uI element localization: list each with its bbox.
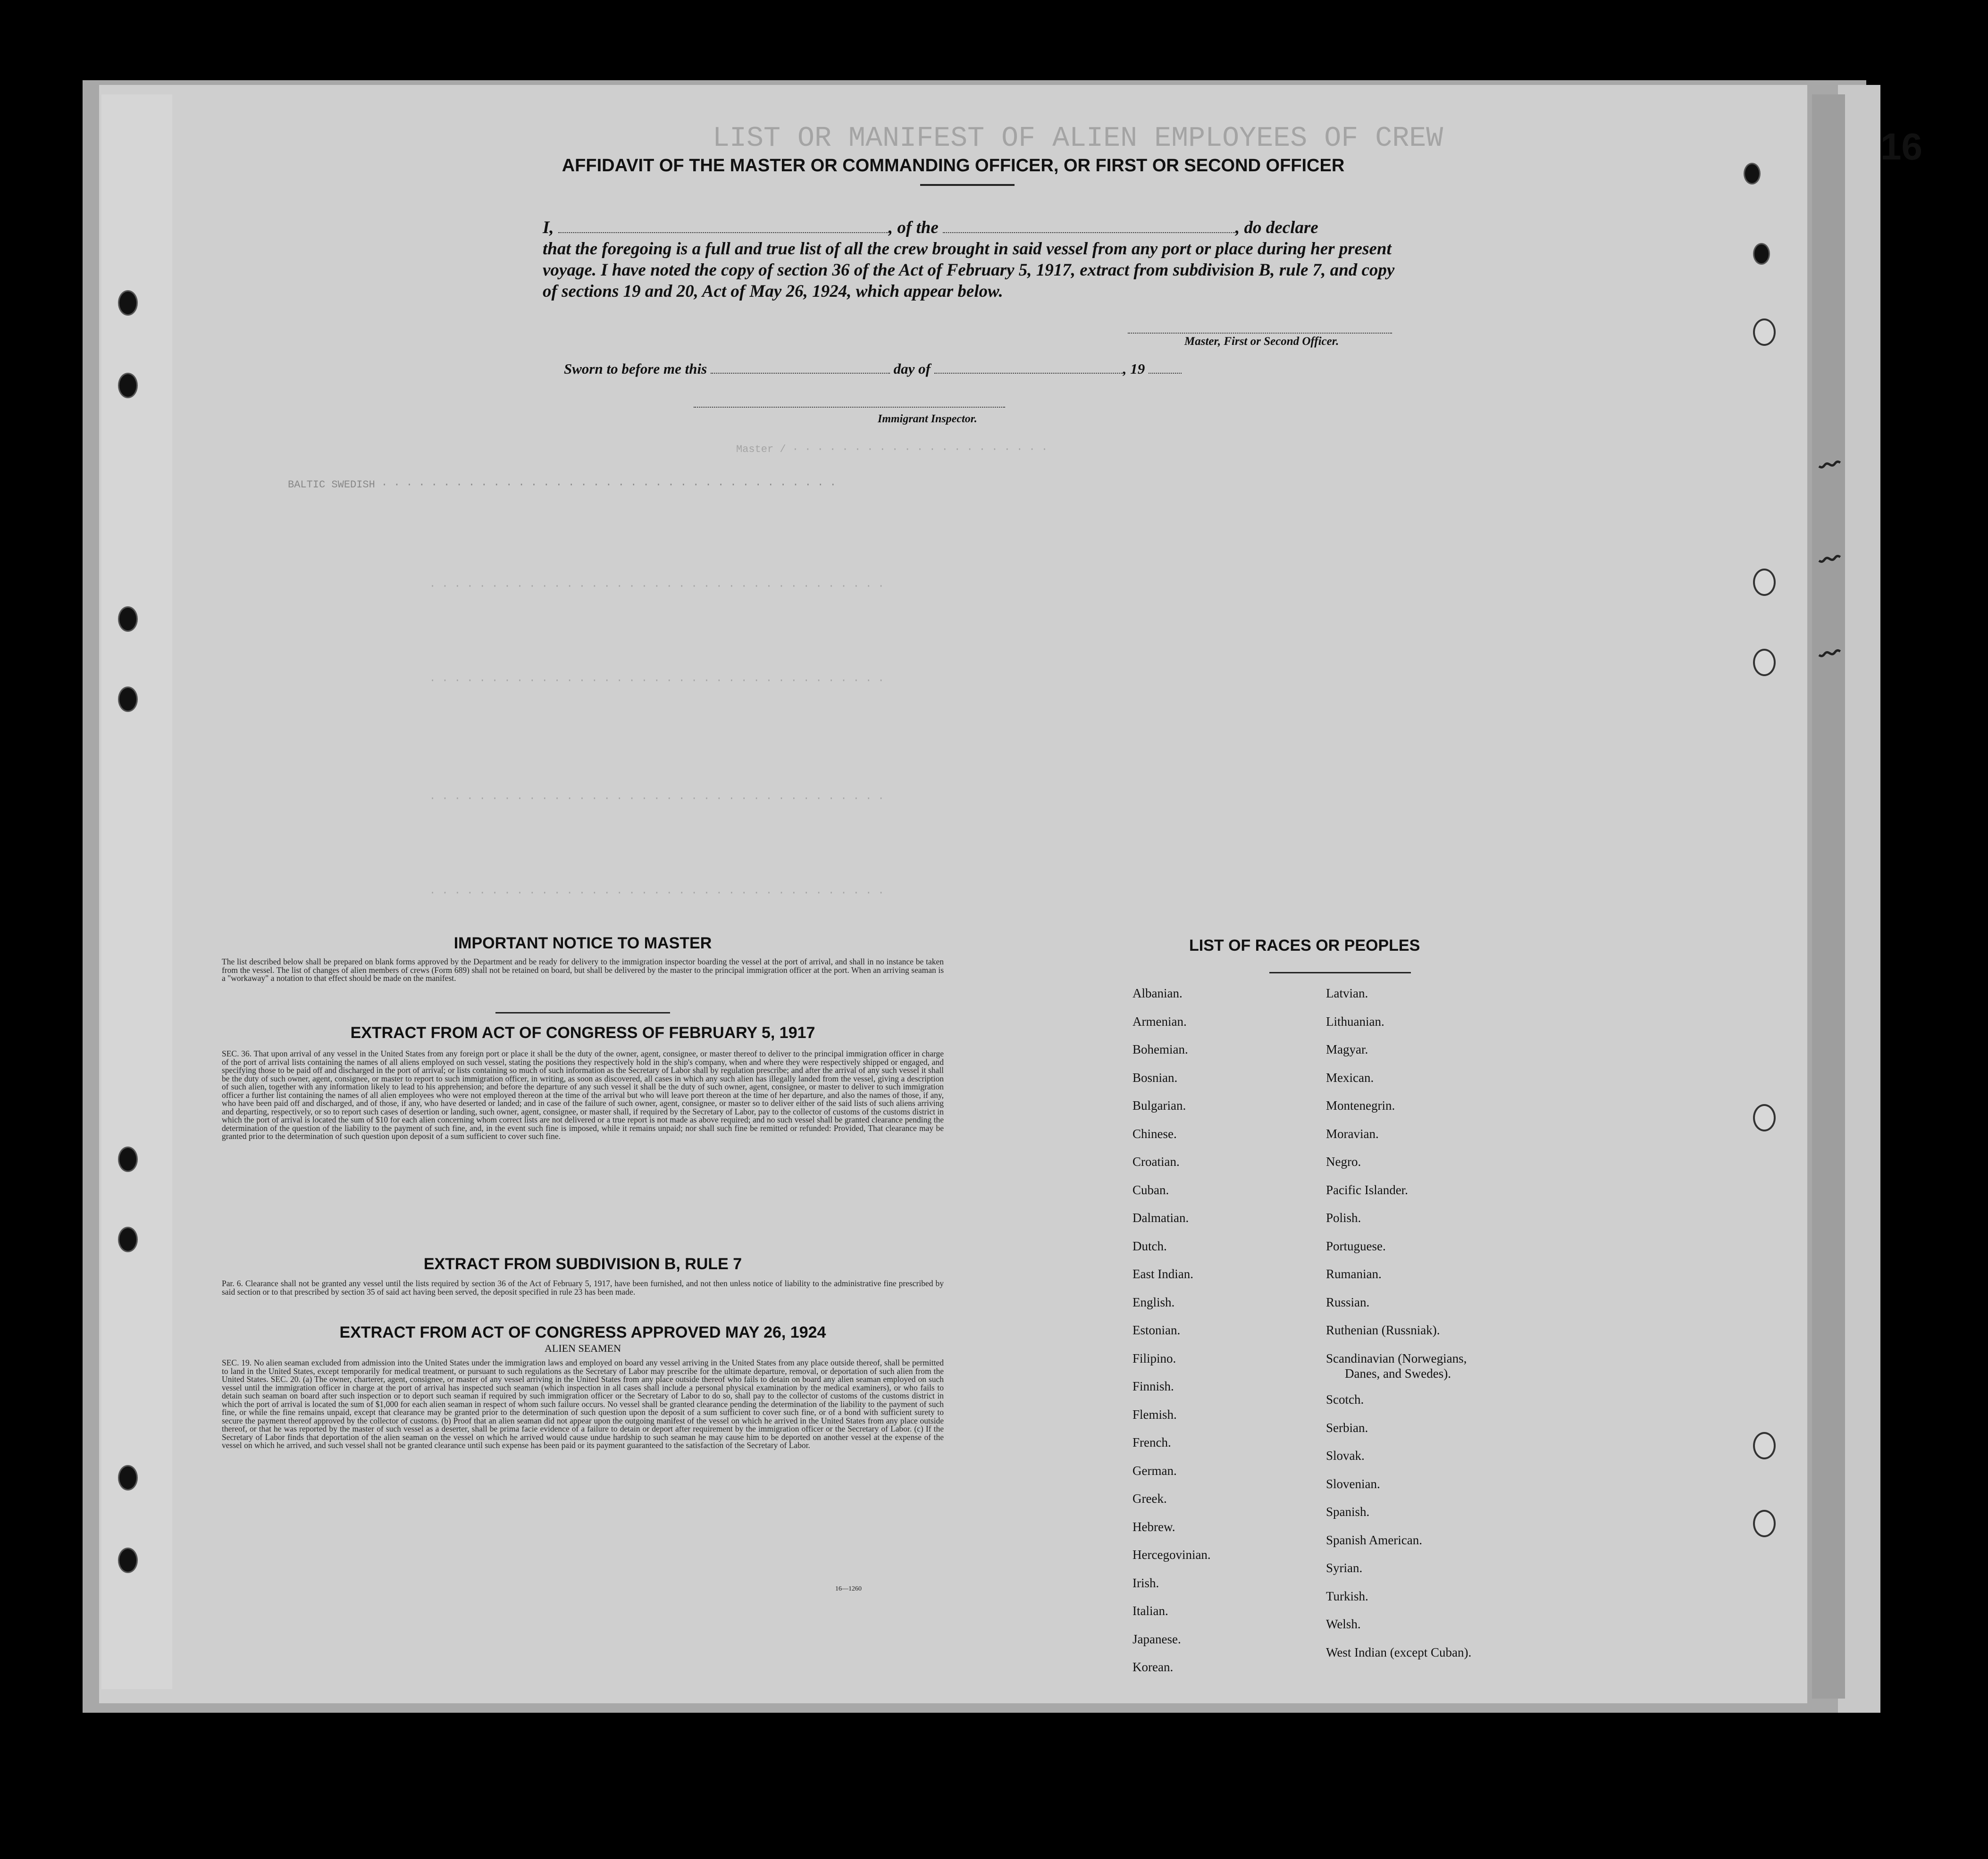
oath-line3: voyage. I have noted the copy of section 36 of the Act of February 5, 1917, extract from subdivision B, rule 7, and copy bbox=[543, 260, 1395, 280]
oath-line2: that the foregoing is a full and true list of all the crew brought in said vessel from any port or place during her present bbox=[543, 239, 1392, 259]
race-item: Cuban. bbox=[1132, 1182, 1169, 1197]
ring-hole bbox=[1753, 649, 1776, 676]
race-item: Hercegovinian. bbox=[1132, 1548, 1211, 1562]
race-item: Bulgarian. bbox=[1132, 1098, 1186, 1113]
race-item: French. bbox=[1132, 1435, 1171, 1449]
race-item: Russian. bbox=[1326, 1295, 1370, 1309]
name-blank-field[interactable] bbox=[558, 218, 889, 233]
bleed-through-text: BALTIC SWEDISH · · · · · · · · · · · · · · · · · · · · · · · · · · · · · · · · · · · · · bbox=[288, 479, 836, 491]
sworn-end: , 19 bbox=[1123, 360, 1145, 377]
ring-hole bbox=[1753, 318, 1776, 346]
bleed-through-text: LIST OR MANIFEST OF ALIEN EMPLOYEES OF CREW bbox=[713, 123, 1443, 155]
bleed-through-text: · · · · · · · · · · · · · · · · · · · · · · · · · · · · · · · · · · · · · bbox=[429, 887, 884, 899]
race-item: Turkish. bbox=[1326, 1589, 1368, 1603]
race-item: Syrian. bbox=[1326, 1561, 1363, 1575]
extract3-subtitle: ALIEN SEAMEN bbox=[545, 1342, 621, 1354]
sworn-month-blank[interactable] bbox=[934, 359, 1123, 374]
affidavit-title: AFFIDAVIT OF THE MASTER OR COMMANDING OFFICER, OR FIRST OR SECOND OFFICER bbox=[562, 156, 1345, 176]
extract3-text: SEC. 19. No alien seaman excluded from admission into the United States under the immigration laws and employed on board any vessel arriving in the United States from any place outside thereof, shall be permitted to land in the United States, except temporarily for medical treatment, or pursuant to such regulations as the Secretary of Labor may prescribe for the ultimate departure, removal, or deportation of such alien from the United States. SEC. 20. (a) The owner, charterer, agent, consignee, or master of any vessel arriving in the United States from any place outside thereof who fails to detain on board any alien seaman employed on such vessel until the immigration officer in charge at the port of arrival has inspected such seaman (which inspection in all cases shall include a personal physical examination by the medical examiners), or who fails to detain such seaman on board after such inspection or to deport such seaman if required by such immigration officer or the Secretary of Labor to do so, shall pay to the collector of customs of the customs district in which the port of arrival is located the sum of $1,000 for each alien seaman in respect of whom such failure occurs. No vessel shall be granted clearance pending the determination of the liability to the payment of such fine, or while the fine remains unpaid, except that clearance may be granted prior to the determination of such question upon the deposit of a sum sufficient to cover such fine, or of a bond with sufficient surety to secure the payment thereof approved by the collector of customs. (b) Proof that an alien seaman did not appear upon the outgoing manifest of the vessel on which he arrived in the United States from any place outside thereof, or that he was reported by the master of such vessel as a deserter, shall be prima facie evidence of a failure to detain or deport after requirement by the immigration officer or the Secretary of Labor. (c) If the Secretary of Labor finds that deportation of the alien seaman on the vessel on which he arrived would cause undue hardship to such seaman he may cause him to be deported on another vessel at the expense of the vessel on which he arrived, and such vessel shall not be granted clearance until such expense has been paid or its payment guaranteed to the satisfaction of the Secretary of Labor. bbox=[222, 1358, 944, 1450]
race-item: Montenegrin. bbox=[1326, 1098, 1395, 1113]
race-item: Korean. bbox=[1132, 1660, 1174, 1674]
notice-title: IMPORTANT NOTICE TO MASTER bbox=[453, 934, 712, 952]
race-item: Spanish. bbox=[1326, 1505, 1370, 1519]
section-divider bbox=[495, 1012, 670, 1013]
race-item: Scandinavian (Norwegians, bbox=[1326, 1351, 1467, 1365]
race-item: Filipino. bbox=[1132, 1351, 1176, 1365]
handwritten-marks: ⌇ bbox=[1811, 549, 1846, 569]
oath-line1-end: , do declare bbox=[1235, 218, 1318, 237]
oath-line1-mid: , of the bbox=[888, 218, 939, 237]
bleed-through-text: · · · · · · · · · · · · · · · · · · · · · · · · · · · · · · · · · · · · · bbox=[429, 580, 884, 592]
sworn-mid: day of bbox=[893, 360, 931, 377]
sworn-day-blank[interactable] bbox=[711, 359, 890, 374]
bleed-through-text: · · · · · · · · · · · · · · · · · · · · · · · · · · · · · · · · · · · · · bbox=[429, 675, 884, 687]
race-item: Chinese. bbox=[1132, 1126, 1177, 1141]
ring-hole bbox=[1753, 1104, 1776, 1131]
race-item: Estonian. bbox=[1132, 1323, 1181, 1337]
punch-hole bbox=[118, 687, 138, 712]
punch-hole bbox=[118, 1147, 138, 1172]
ring-hole bbox=[1753, 1432, 1776, 1459]
race-item: Spanish American. bbox=[1326, 1532, 1422, 1547]
races-underline bbox=[1269, 972, 1411, 973]
race-item: Negro. bbox=[1326, 1155, 1361, 1169]
inspector-signature-line[interactable] bbox=[694, 402, 1005, 408]
race-item: Bosnian. bbox=[1132, 1070, 1178, 1085]
race-item: Finnish. bbox=[1132, 1379, 1174, 1393]
race-item: English. bbox=[1132, 1295, 1175, 1309]
race-item: Dutch. bbox=[1132, 1239, 1167, 1253]
race-item: Dalmatian. bbox=[1132, 1211, 1189, 1225]
race-item: Serbian. bbox=[1326, 1420, 1368, 1435]
sworn-start: Sworn to before me this bbox=[564, 360, 707, 377]
punch-hole bbox=[118, 1548, 138, 1573]
race-item: Armenian. bbox=[1132, 1014, 1187, 1029]
title-underline bbox=[920, 184, 1015, 186]
race-item: Bohemian. bbox=[1132, 1042, 1188, 1056]
punch-hole bbox=[118, 1227, 138, 1252]
punch-hole bbox=[1744, 163, 1761, 184]
race-item: German. bbox=[1132, 1463, 1177, 1478]
extract1-text: SEC. 36. That upon arrival of any vessel in the United States from any foreign port or place it shall be the duty of the owner, agent, consignee, or master thereof to deliver to the principal immigration officer in charge of the port of arrival lists containing the names of all aliens employed on such vessel, stating the positions they respectively hold in the ship's company, when and where they were respectively shipped or engaged, and specifying those to be paid off and discharged in the port of arrival; or lists containing so much of such information as the Secretary of Labor shall by regulation prescribe; and after the arrival of any such vessel it shall be the duty of such owner, agent, consignee, or master to report to such immigration officer, in writing, as soon as discovered, all cases in which any such alien has illegally landed from the vessel, giving a description of such alien, together with any information likely to lead to his apprehension; and before the departure of any such vessel it shall be the duty of such owner, agent, consignee, or master to deliver to such immigration officer a further list containing the names of all alien employees who were not employed thereon at the time of the arrival but who will leave port thereon at the time of her departure, and also the names of those, if any, who have been paid off and discharged, and of those, if any, who have deserted or landed; and in case of the failure of such owner, agent, consignee, or master so to deliver either of the said lists of such aliens arriving and departing, respectively, or so to report such cases of desertion or landing, such owner, agent, consignee, or master shall, if required by the Secretary of Labor, pay to the collector of customs of the customs district in which the port of arrival is located the sum of $10 for each alien concerning whom correct lists are not delivered or a true report is not made as above required; and no such vessel shall be granted clearance pending the determination of the question of the liability to the payment of such fine, and, in the event such fine is imposed, while it remains unpaid; nor shall such fine be remitted or refunded: Provided, That clearance may be granted prior to the determination of such question upon deposit of a sum sufficient to cover such fine. bbox=[222, 1049, 944, 1141]
race-item: Albanian. bbox=[1132, 986, 1183, 1000]
bleed-through-text: Master / · · · · · · · · · · · · · · · · · · · · · bbox=[736, 444, 1048, 455]
punch-hole bbox=[118, 1465, 138, 1491]
race-item: Italian. bbox=[1132, 1604, 1168, 1618]
race-item: Lithuanian. bbox=[1326, 1014, 1384, 1029]
punch-hole bbox=[118, 606, 138, 632]
extract3-title: EXTRACT FROM ACT OF CONGRESS APPROVED MAY 26, 1924 bbox=[339, 1323, 826, 1341]
master-signature-label: Master, First or Second Officer. bbox=[1184, 335, 1339, 348]
race-item: Rumanian. bbox=[1326, 1267, 1382, 1281]
races-title: LIST OF RACES OR PEOPLES bbox=[1189, 937, 1420, 955]
binding-strip bbox=[101, 94, 172, 1689]
punch-hole bbox=[118, 373, 138, 398]
race-item: Magyar. bbox=[1326, 1042, 1368, 1056]
race-item: Flemish. bbox=[1132, 1407, 1177, 1422]
ring-hole bbox=[1753, 569, 1776, 596]
race-item: Pacific Islander. bbox=[1326, 1182, 1408, 1197]
extract1-title: EXTRACT FROM ACT OF CONGRESS OF FEBRUARY 5, 1917 bbox=[350, 1024, 815, 1042]
race-item: Japanese. bbox=[1132, 1632, 1181, 1646]
race-item: Irish. bbox=[1132, 1575, 1159, 1590]
race-item: Croatian. bbox=[1132, 1155, 1180, 1169]
race-item: Slovak. bbox=[1326, 1449, 1365, 1463]
race-item: Latvian. bbox=[1326, 986, 1368, 1000]
race-item: Slovenian. bbox=[1326, 1476, 1380, 1491]
oath-line1-start: I, bbox=[543, 218, 554, 237]
race-item: Danes, and Swedes). bbox=[1345, 1366, 1451, 1381]
race-item: East Indian. bbox=[1132, 1267, 1193, 1281]
race-item: Mexican. bbox=[1326, 1070, 1374, 1085]
punch-hole bbox=[1753, 243, 1770, 265]
race-item: West Indian (except Cuban). bbox=[1326, 1645, 1472, 1659]
race-item: Polish. bbox=[1326, 1211, 1361, 1225]
bleed-through-text: · · · · · · · · · · · · · · · · · · · · · · · · · · · · · · · · · · · · · bbox=[429, 793, 884, 804]
punch-hole bbox=[118, 290, 138, 316]
handwritten-marks: ⌇ bbox=[1811, 455, 1846, 475]
inspector-label: Immigrant Inspector. bbox=[878, 413, 977, 425]
oath-paragraph bbox=[543, 217, 1534, 302]
ring-hole bbox=[1753, 1510, 1776, 1537]
underlying-page-edge-dark bbox=[1812, 94, 1845, 1699]
master-signature-line[interactable] bbox=[1128, 328, 1392, 334]
oath-line4: of sections 19 and 20, Act of May 26, 1924, which appear below. bbox=[543, 282, 1003, 301]
race-item: Moravian. bbox=[1326, 1126, 1379, 1141]
handwritten-marks: ⌇ bbox=[1811, 644, 1846, 663]
vessel-blank-field[interactable] bbox=[943, 218, 1235, 233]
affidavit-sheet bbox=[99, 85, 1807, 1703]
page-number: 16 bbox=[1880, 126, 1922, 167]
race-item: Welsh. bbox=[1326, 1617, 1361, 1631]
race-item: Scotch. bbox=[1326, 1392, 1364, 1407]
race-item: Hebrew. bbox=[1132, 1519, 1175, 1534]
notice-text: The list described below shall be prepared on blank forms approved by the Department and be ready for delivery to the immigration inspector boarding the vessel at the port of arrival, and shall in no instance be taken from the vessel. The list of changes of alien members of crews (Form 689) shall not be retained on board, but shall be delivered by the master to the principal immigration officer at the port. When an arriving seaman is a "workaway" a notation to that effect should be made on the manifest. bbox=[222, 957, 944, 983]
race-item: Portuguese. bbox=[1326, 1239, 1386, 1253]
extract2-text: Par. 6. Clearance shall not be granted any vessel until the lists required by section 36 of the Act of February 5, 1917, have been furnished, and not then unless notice of liability to the administrative fine prescribed by said section or to that prescribed by section 35 of said act having been served, the deposit specified in rule 23 has been made. bbox=[222, 1279, 944, 1297]
extract2-title: EXTRACT FROM SUBDIVISION B, RULE 7 bbox=[423, 1255, 742, 1273]
race-item: Ruthenian (Russniak). bbox=[1326, 1323, 1440, 1337]
sworn-year-blank[interactable] bbox=[1149, 359, 1182, 374]
form-number: 16—1260 bbox=[835, 1585, 862, 1592]
race-item: Greek. bbox=[1132, 1491, 1167, 1506]
sworn-statement bbox=[564, 359, 1182, 377]
